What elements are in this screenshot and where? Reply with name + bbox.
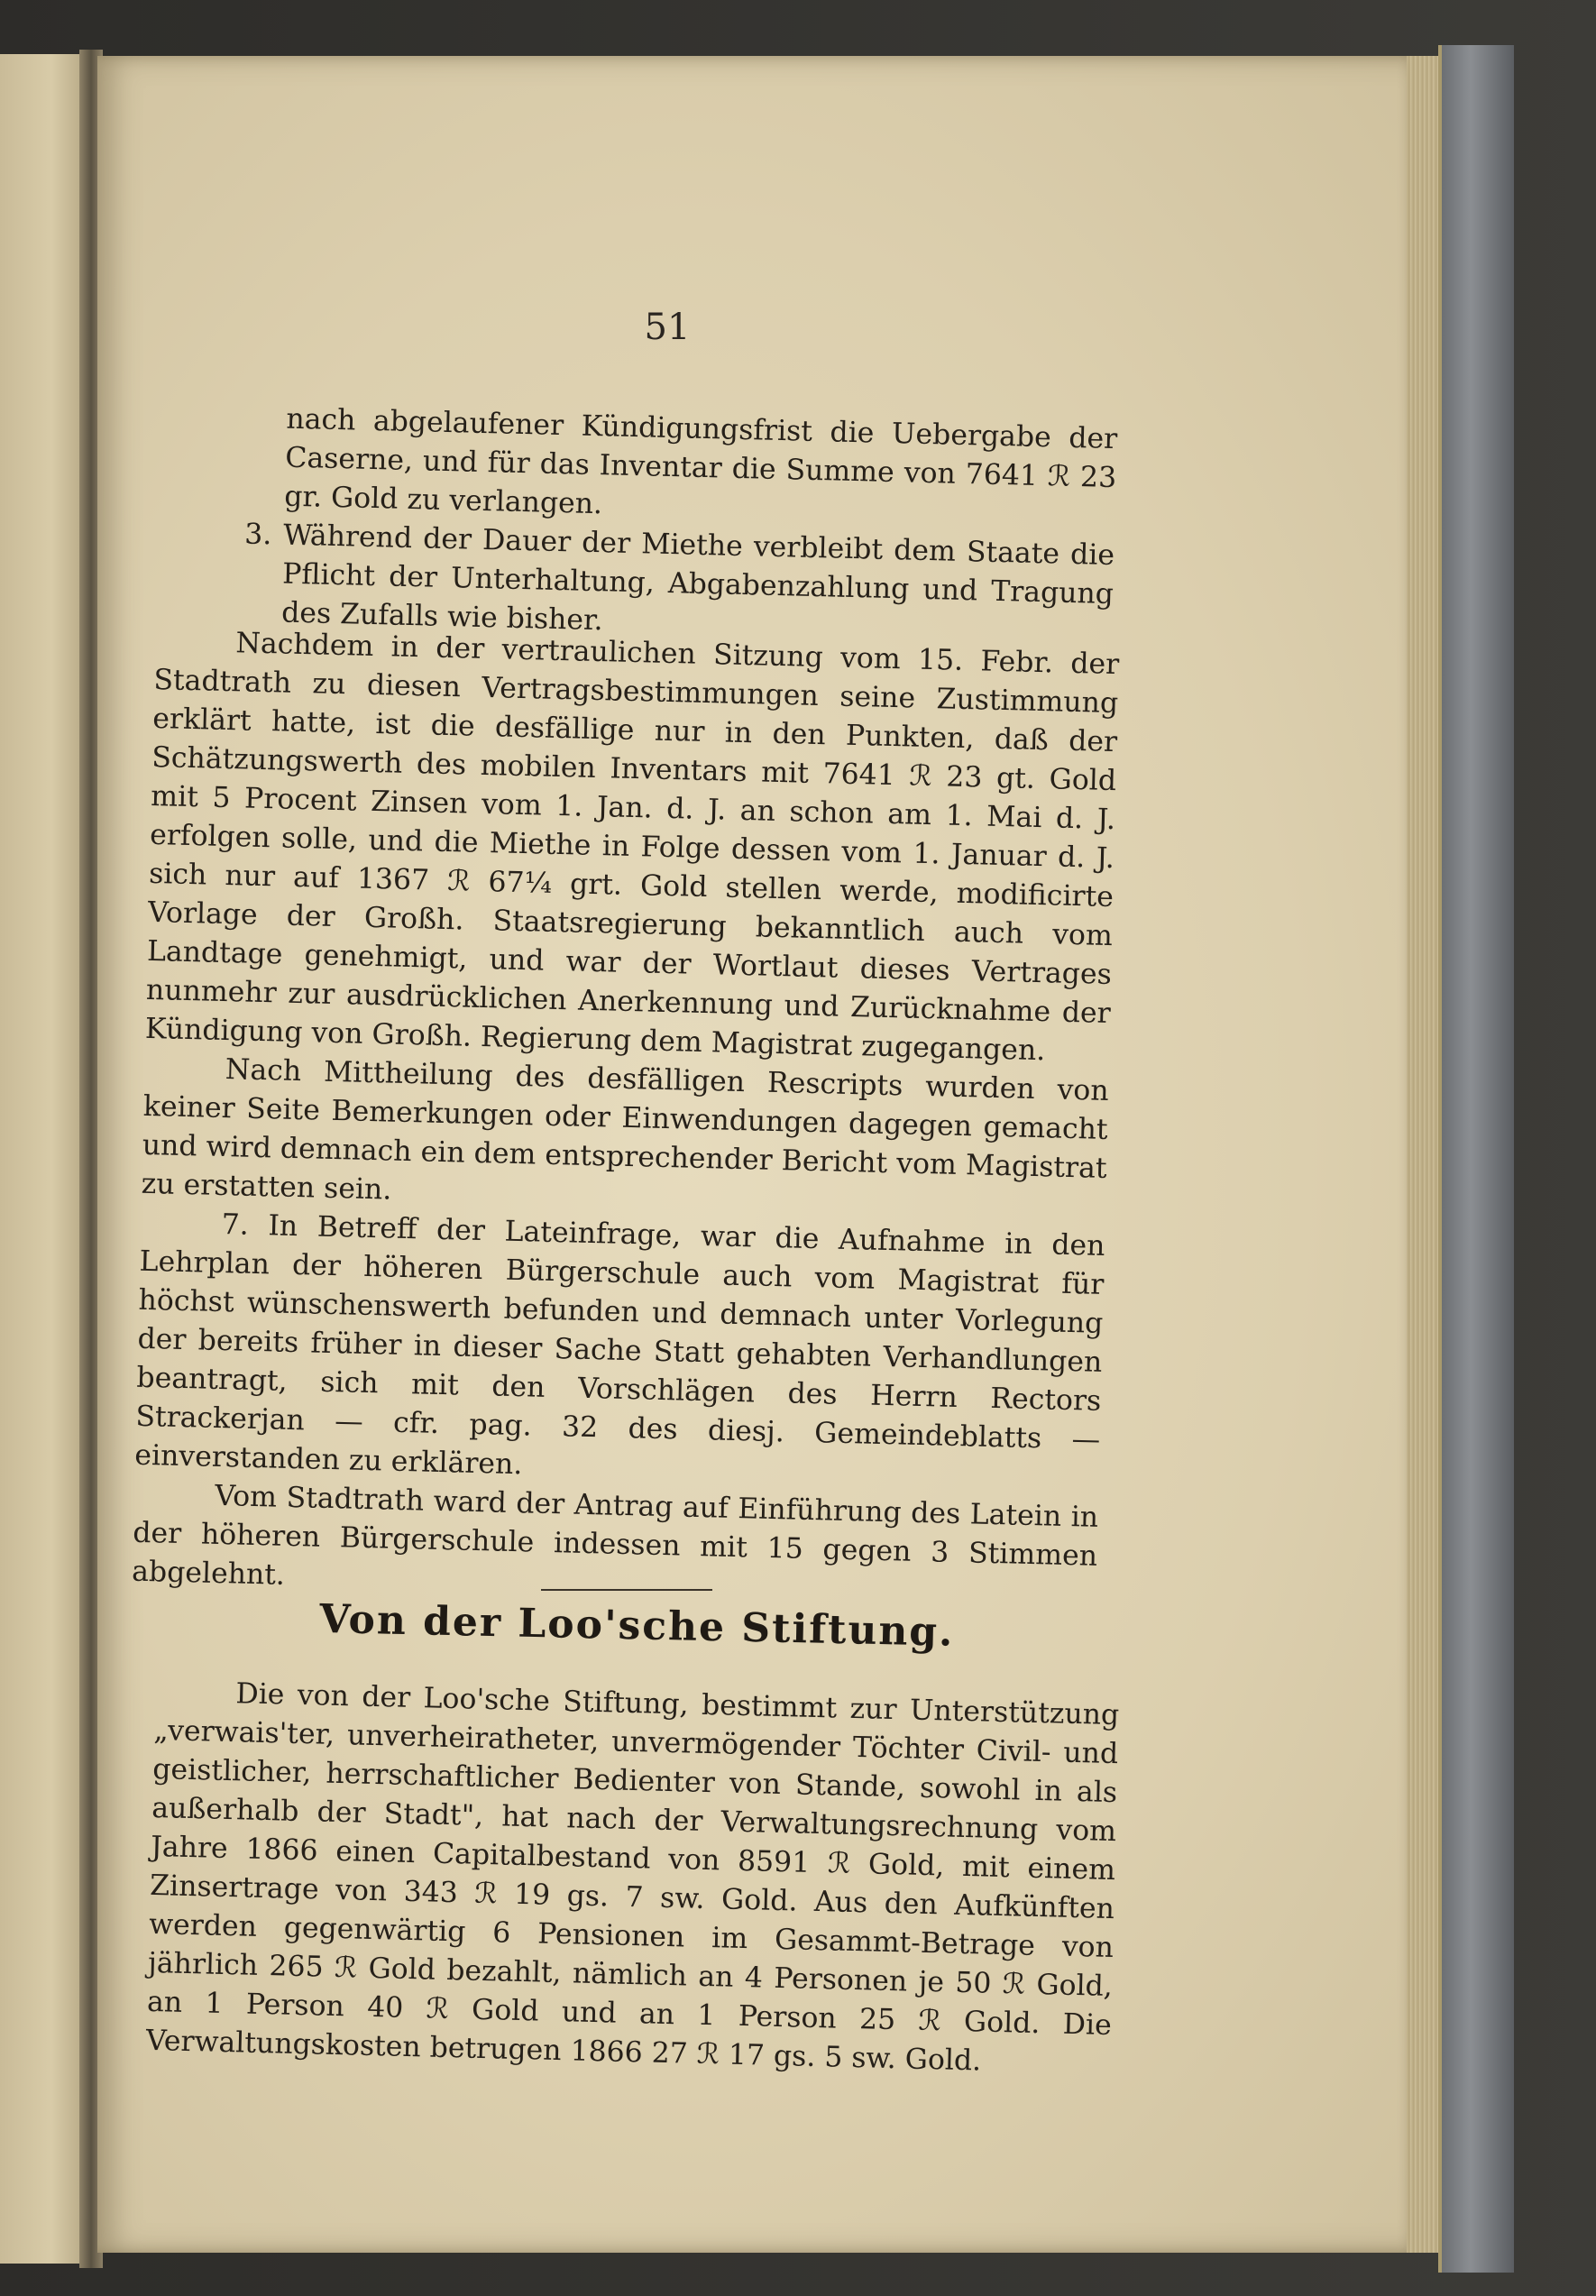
- paragraph-lateinfrage: 7. In Betreff der Lateinfrage, war die Aufnahme in den Lehrplan der höheren Bürgerschule auch vom Magistrat für höchst wünschenswerth befunden und demnach unter Vorlegung der bereits früher in dieser Sache Statt gehabten Verhandlungen beantragt, sich mit den Vorschlägen des Herrn Rectors Strackerjan — cfr. pag. 32 des diesj. Gemeindeblatts — einverstanden zu erklären.: [133, 1208, 1105, 1482]
- section-title: Von der Loo'sche Stiftung.: [318, 1596, 955, 1656]
- text-block-main: [132, 622, 1120, 1615]
- previous-page-edge: [0, 54, 86, 2264]
- text-block-stiftung: [145, 1673, 1119, 2084]
- paragraph-stiftung: Die von der Loo'sche Stiftung, bestimmt zur Unterstützung „verwais'ter, unverheiratheter, unvermögender Töchter Civil- und geistlicher, herrschaftlicher Bedienter von Stande, sowohl in als außerhalb der Stadt", hat nach der Verwaltungsrechnung vom Jahre 1866 einen Capitalbestand von 8591 ℛ Gold, mit einem Zinsertrage von 343 ℛ 19 gs. 7 sw. Gold. Aus den Aufkünften werden gegenwärtig 6 Pensionen im Gesammt-Betrage von jährlich 265 ℛ Gold bezahlt, nämlich an 4 Personen je 50 ℛ Gold, an 1 Person 40 ℛ Gold und an 1 Person 25 ℛ Gold. Die Verwaltungskosten betrugen 1866 27 ℛ 17 gs. 5 sw. Gold.: [145, 1677, 1120, 2078]
- list-item-text: Während der Dauer der Miethe verbleibt dem Staate die Pflicht der Unterhaltung, Abgabenzahlung und Tragung des Zufalls wie bisher.: [280, 519, 1115, 638]
- paragraph-antrag: Vom Stadtrath ward der Antrag auf Einführung des Latein in der höheren Bürgerschule indessen mit 15 gegen 3 Stimmen abgelehnt.: [131, 1479, 1099, 1592]
- section-divider: [541, 1589, 712, 1591]
- paragraph-rescript: Nach Mittheilung des desfälligen Rescripts wurden von keiner Seite Bemerkungen oder Einwendungen dagegen gemacht und wird demnach ein dem entsprechender Bericht vom Magistrat zu erstatten sein.: [141, 1053, 1110, 1207]
- book-cover: [1438, 45, 1514, 2273]
- page-edges-stack: [1407, 56, 1443, 2253]
- paragraph-continuation: nach abgelaufener Kündigungsfrist die Uebergabe der Caserne, und für das Inventar die Summe von 7641 ℛ 23 gr. Gold zu verlangen.: [283, 402, 1118, 521]
- list-item-number: 3.: [243, 518, 272, 552]
- page-number: 51: [644, 307, 691, 348]
- text-block-top: [148, 397, 1118, 653]
- paragraph-stadtrath: Nachdem in der vertraulichen Sitzung vom 15. Febr. der Stadtrath zu diesen Vertragsbestimmungen seine Zustimmung erklärt hatte, ist die desfällige nur in den Punkten, daß der Schätzungswerth des mobilen Inventars mit 7641 ℛ 23 gt. Gold mit 5 Procent Zinsen vom 1. Jan. d. J. an schon am 1. Mai d. J. erfolgen solle, und die Miethe in Folge dessen vom 1. Januar d. J. sich nur auf 1367 ℛ 67¼ grt. Gold stellen werde, modificirte Vorlage der Großh. Staatsregierung bekanntlich auch vom Landtage genehmigt, und war der Wortlaut dieses Vertrages nunmehr zur ausdrücklichen Anerkennung und Zurücknahme der Kündigung von Großh. Regierung dem Magistrat zugegangen.: [144, 627, 1120, 1068]
